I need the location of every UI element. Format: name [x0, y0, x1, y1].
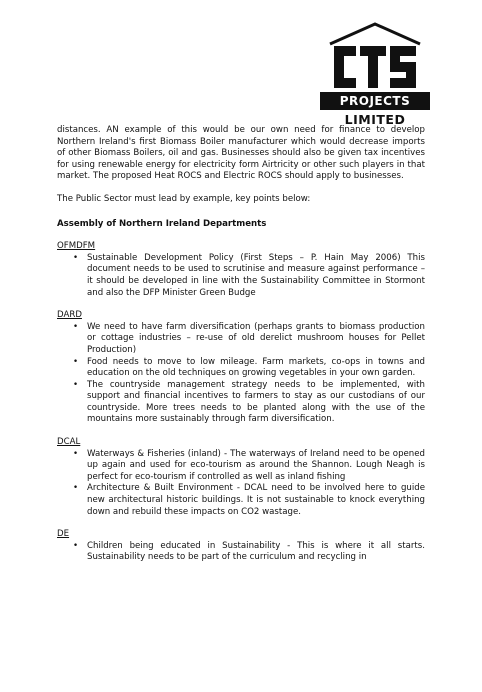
assembly-heading: Assembly of Northern Ireland Departments	[57, 218, 267, 229]
bullet-list	[57, 541, 425, 564]
bullet-item: • We need to have farm diversification (perhaps grants to biomass production or cottage industries – re-use of old derelict mushroom houses for Pellet Production)	[87, 322, 425, 357]
bullet-item: • Sustainable Development Policy (First Steps – P. Hain May 2006) This document needs to be used to scrutinise and measure against performance – it should be developed in line with the Sustainability Committee in Stormont and also the DFP Minister Green Budge	[87, 253, 425, 299]
bullet-item: • Children being educated in Sustainability - This is where it all starts. Sustainability needs to be part of the curriculum and recycling in	[87, 541, 425, 564]
bullet-item: • Waterways & Fisheries (inland) - The waterways of Ireland need to be opened up again and used for eco-tourism as around the Shannon. Lough Neagh is perfect for eco-tourism if controlled as well as inland fishing	[87, 449, 425, 484]
bullet-item: • The countryside management strategy needs to be implemented, with support and financial incentives to farmers to stay as our custodians of our countryside. More trees needs to be planted along with the use of the mountains more sustainably through farm diversification.	[87, 380, 425, 426]
intro-paragraph: distances. AN example of this would be our own need for finance to develop Northern Ireland's first Biomass Boiler manufacturer which would decrease imports of other Biomass Boilers, oil and gas. Businesses should also be given tax incentives for using renewable energy for electricity form Airtricity or other such players in that market. The proposed Heat ROCS and Electric ROCS should apply to businesses.	[57, 125, 425, 182]
bullet-item: • Food needs to move to low mileage. Farm markets, co-ops in towns and education on the old techniques on growing vegetables in your own garden.	[87, 357, 425, 380]
section-title-ofmdfm: OFMDFM	[57, 241, 96, 252]
bullet-list	[57, 449, 425, 519]
bullet-list	[57, 322, 425, 426]
cts-logo-graphic	[328, 22, 422, 90]
department-sections	[57, 241, 425, 564]
public-sector-paragraph: The Public Sector must lead by example, key points below:	[57, 193, 311, 204]
bullet-list	[57, 253, 425, 299]
section-title-dcal: DCAL	[57, 437, 81, 448]
logo-limited-text: LIMITED	[344, 112, 406, 127]
section-title-dard: DARD	[57, 310, 82, 321]
bullet-item: • Architecture & Built Environment - DCAL need to be involved here to guide new architectural historic buildings. It is not sustainable to knock everything down and rebuild these impacts on CO2 wastage.	[87, 483, 425, 518]
document-body	[57, 125, 425, 564]
company-logo	[320, 22, 430, 142]
section-title-de: DE	[57, 529, 70, 540]
logo-projects-text: PROJECTS	[320, 92, 430, 110]
